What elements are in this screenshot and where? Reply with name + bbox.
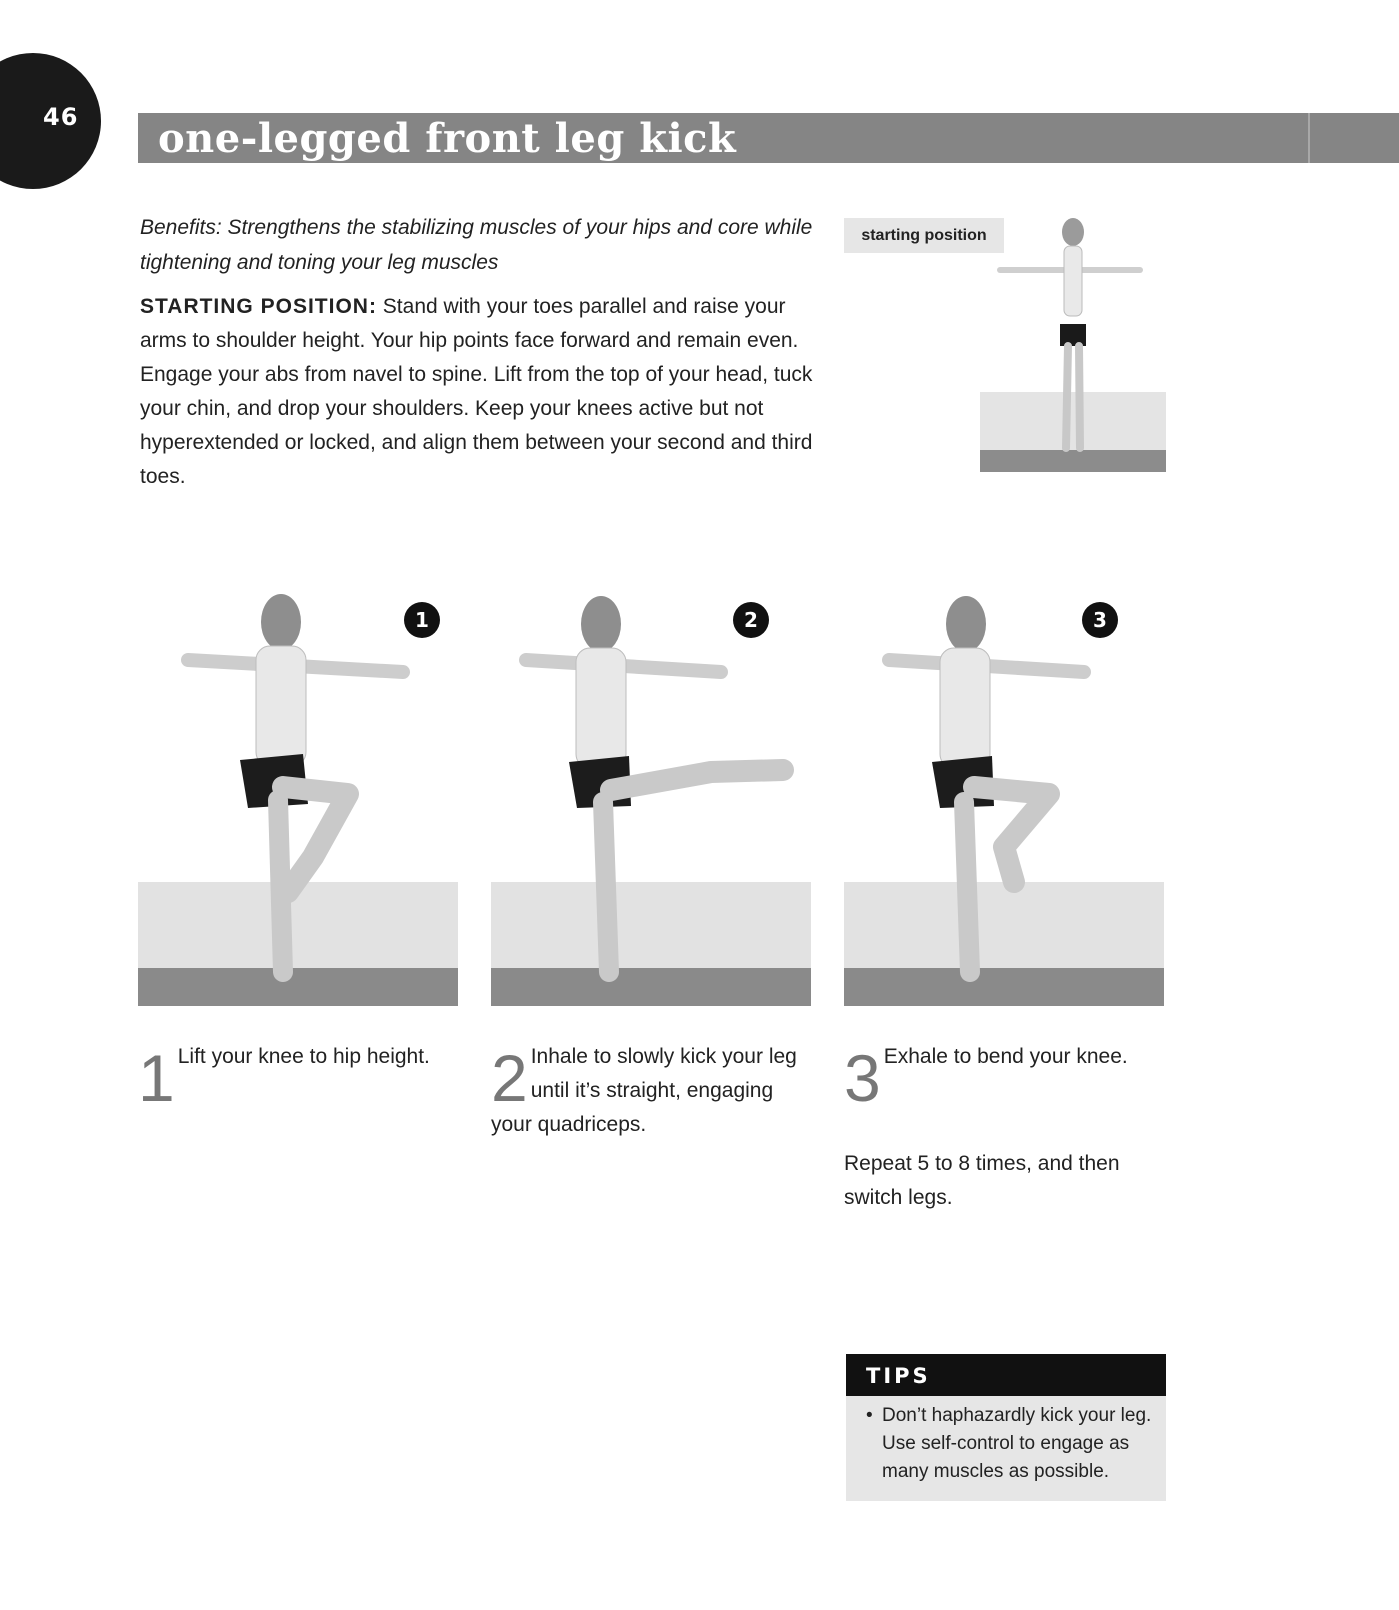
title-bar-divider	[1308, 113, 1310, 163]
step-3-number: 3	[844, 1041, 881, 1115]
tips-item-text: Don’t haphazardly kick your leg. Use self-control to engage as many muscles as possible.	[882, 1405, 1152, 1482]
starting-position-photo	[980, 212, 1166, 480]
step-2-number: 2	[491, 1041, 528, 1115]
bullet-icon: •	[866, 1405, 873, 1426]
step-3-photo	[844, 572, 1164, 1012]
step-2	[491, 1040, 816, 1142]
step-1-photo	[138, 572, 458, 1012]
step-1-number: 1	[138, 1041, 175, 1115]
page-title: one-legged front leg kick	[158, 115, 737, 162]
starting-position-body: Stand with your toes parallel and raise your arms to shoulder height. Your hip points face forward and remain even. Engage your abs from navel to spine. Lift from the top of your head, tuck your chin, and drop your shoulders. Keep your knees active but not hyperextended or locked, and align them between your second and third toes.	[140, 295, 813, 488]
starting-position-text	[140, 290, 820, 494]
benefits-text: Benefits: Strengthens the stabilizing muscles of your hips and core while tightening and toning your leg muscles	[140, 216, 813, 274]
title-bar	[138, 113, 1399, 163]
starting-position-label: STARTING POSITION:	[140, 295, 377, 318]
starting-position-caption: starting position	[844, 218, 1004, 253]
step-3	[844, 1040, 1169, 1115]
page-number: 46	[43, 103, 79, 131]
tips-heading: TIPS	[846, 1354, 1166, 1396]
step-2-text: Inhale to slowly kick your leg until it’s straight, engaging your quadriceps.	[491, 1045, 797, 1136]
repeat-instruction: Repeat 5 to 8 times, and then switch legs.	[844, 1152, 1120, 1209]
step-2-photo	[491, 572, 811, 1012]
step-1-text: Lift your knee to hip height.	[177, 1045, 430, 1068]
step-3-badge: 3	[1093, 608, 1107, 632]
step-2-badge: 2	[744, 608, 758, 632]
page-number-badge	[0, 53, 101, 189]
step-1	[138, 1040, 463, 1115]
step-1-badge: 1	[415, 608, 429, 632]
step-3-text: Exhale to bend your knee.	[883, 1045, 1128, 1068]
tips-box	[846, 1354, 1166, 1501]
tips-item	[846, 1396, 1166, 1486]
